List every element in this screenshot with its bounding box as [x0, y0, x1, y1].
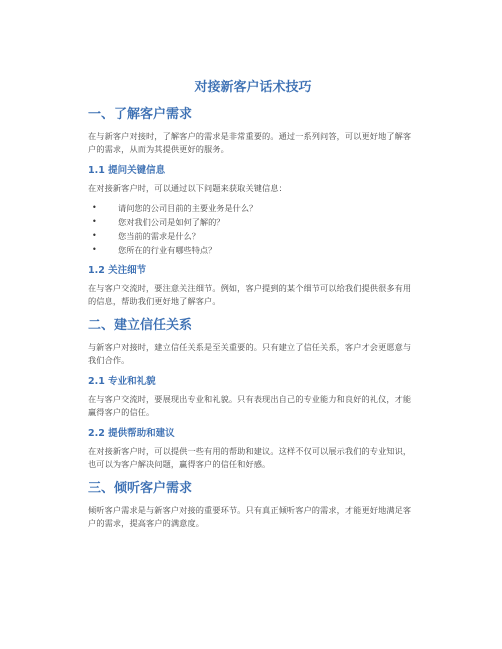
list-item-text: 您对我们公司是如何了解的？ [118, 217, 225, 227]
section-intro-understand-needs: 在与新客户对接时，了解客户的需求是非常重要的。通过一系列问答，可以更好地了解客户的需求，从而为其提供更好的服务。 [88, 131, 412, 154]
bullet-icon: • [92, 245, 97, 254]
list-item-text: 您所在的行业有哪些特点？ [118, 245, 217, 255]
bullet-icon: • [92, 231, 97, 240]
list-item [88, 201, 418, 215]
subsection-heading-ask-key-info: 1.1 提问关键信息 [88, 165, 166, 176]
subsection-heading-help-advice: 2.2 提供帮助和建议 [88, 428, 175, 439]
subsection-text-professional-polite: 在与客户交流时，要展现出专业和礼貌。只有表现出自己的专业能力和良好的礼仪，才能赢得客户的信任。 [88, 394, 412, 417]
section-heading-understand-needs: 一、了解客户需求 [88, 107, 193, 122]
bullet-icon: • [92, 217, 97, 226]
subsection-heading-focus-details: 1.2 关注细节 [88, 265, 147, 276]
section-heading-build-trust: 二、建立信任关系 [88, 318, 193, 333]
list-item-text: 请问您的公司目前的主要业务是什么？ [118, 203, 258, 213]
subsection-text-help-advice: 在对接新客户时，可以提供一些有用的帮助和建议。这样不仅可以展示我们的专业知识，也可以为客户解决问题，赢得客户的信任和好感。 [88, 446, 412, 469]
bullet-icon: • [92, 203, 97, 212]
subsection-heading-professional-polite: 2.1 专业和礼貌 [88, 376, 156, 387]
subsection-text-focus-details: 在与客户交流时，要注意关注细节。例如，客户提到的某个细节可以给我们提供很多有用的信息，帮助我们更好地了解客户。 [88, 283, 412, 306]
document-title: 对接新客户话术技巧 [194, 80, 312, 95]
section-heading-listen-needs: 三、倾听客户需求 [88, 481, 193, 496]
list-item-text: 您当前的需求是什么？ [118, 231, 200, 241]
subsection-text-ask-key-info: 在对接新客户时，可以通过以下问题来获取关键信息： [88, 183, 287, 193]
question-list [88, 201, 418, 257]
list-item [88, 215, 418, 229]
section-intro-listen-needs: 倾听客户需求是与新客户对接的重要环节。只有真正倾听客户的需求，才能更好地满足客户的需求，提高客户的满意度。 [88, 505, 412, 528]
list-item [88, 229, 418, 243]
list-item [88, 243, 418, 257]
section-intro-build-trust: 与新客户对接时，建立信任关系是至关重要的。只有建立了信任关系，客户才会更愿意与我们合作。 [88, 342, 412, 365]
